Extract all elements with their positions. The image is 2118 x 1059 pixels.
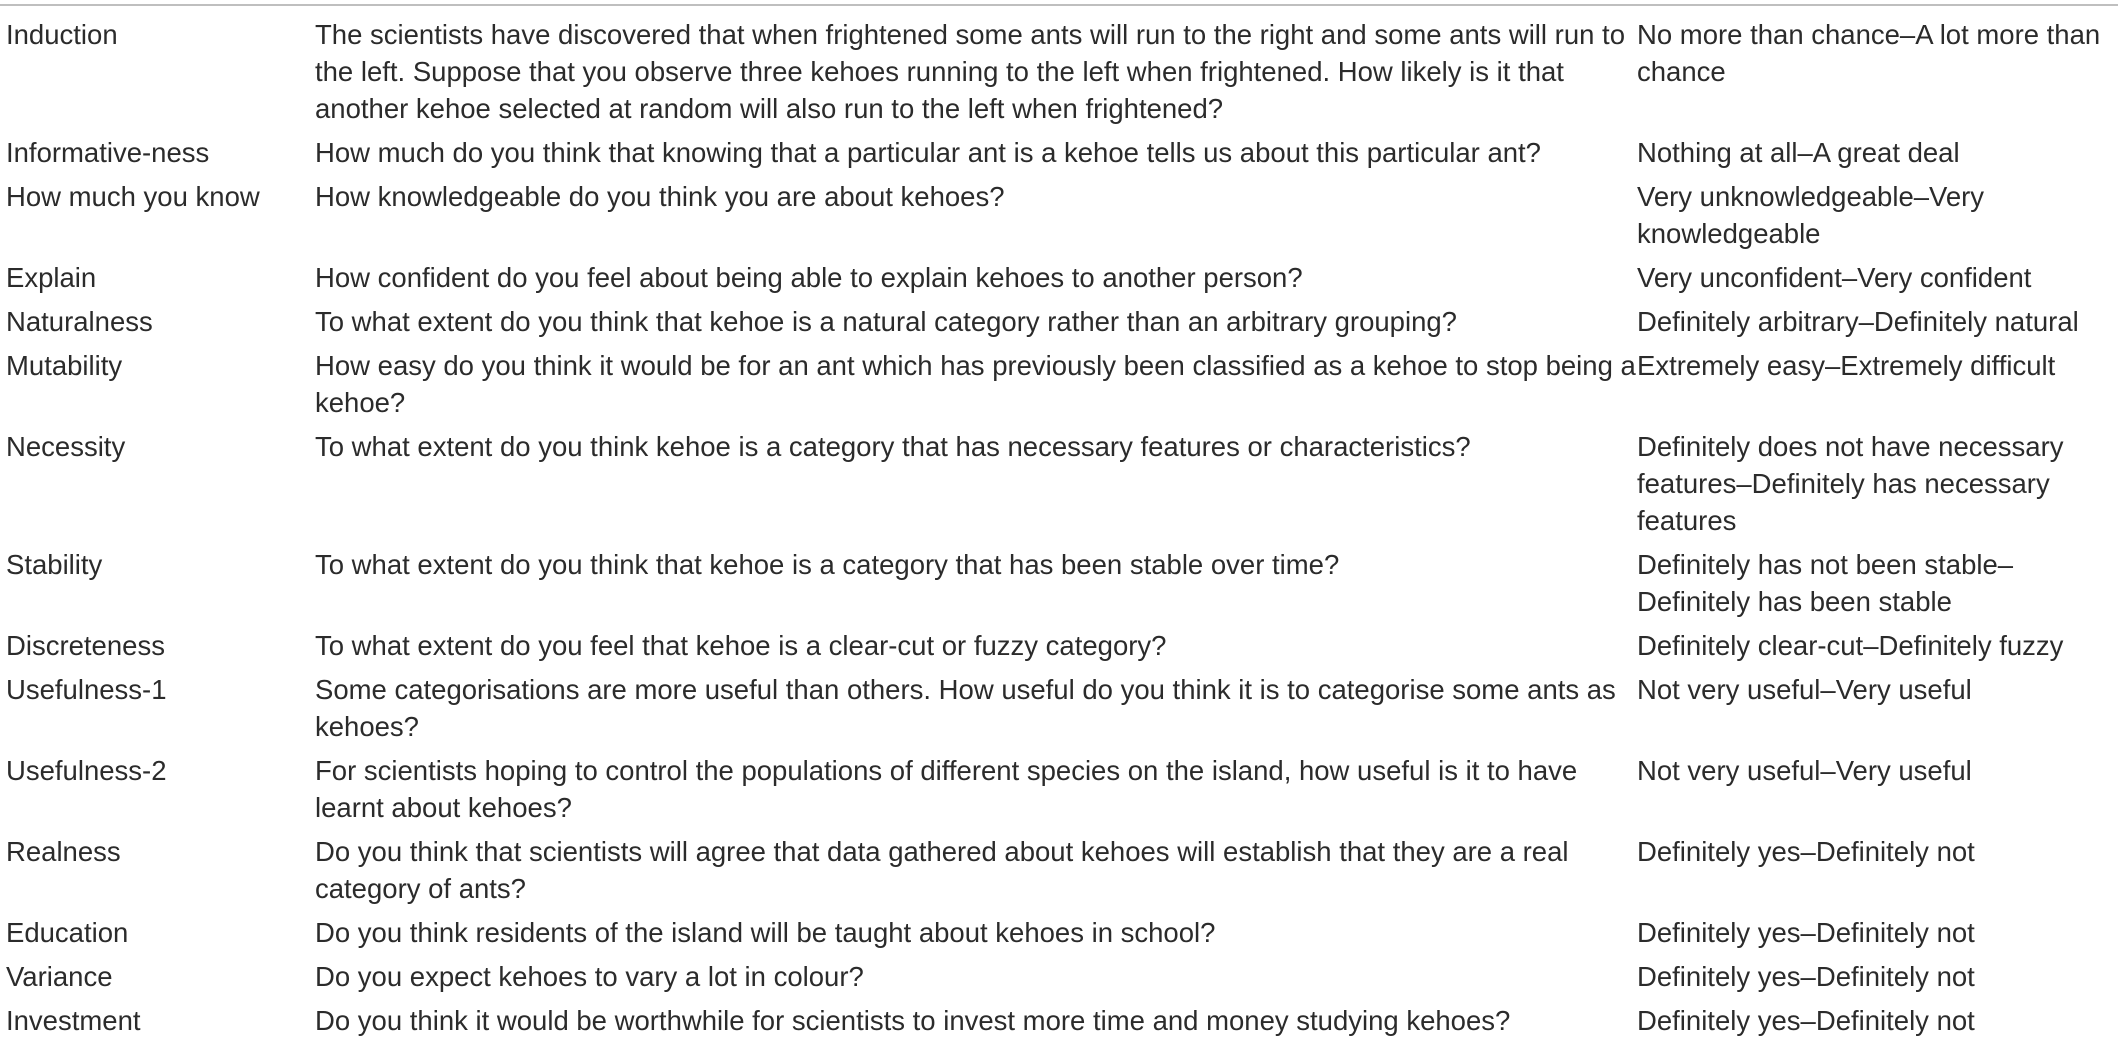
table-row [0,16,2118,134]
measure-name: Variance [6,961,113,992]
table-row [0,914,2118,958]
table-top-rule [0,4,2118,6]
question-text: How knowledgeable do you think you are about kehoes? [315,181,1005,212]
question-text: To what extent do you think that kehoe is a category that has been stable over time? [315,549,1340,580]
scale-anchors: Definitely yes–Definitely not [1637,961,1975,992]
question-text: Do you expect kehoes to vary a lot in colour? [315,961,864,992]
measure-name: Explain [6,262,97,293]
table-row [0,546,2118,627]
scale-anchors: Definitely yes–Definitely not [1637,836,1975,867]
question-text: To what extent do you think kehoe is a category that has necessary features or characteristics? [315,431,1471,462]
question-text: How much do you think that knowing that a particular ant is a kehoe tells us about this particular ant? [315,137,1541,168]
scale-anchors: Definitely yes–Definitely not [1637,1005,1975,1036]
measures-table [0,16,2118,1046]
scale-anchors: Very unconfident–Very confident [1637,262,2032,293]
scale-anchors: Not very useful–Very useful [1637,755,1972,786]
table-row [0,1002,2118,1046]
measure-name: Realness [6,836,121,867]
table-row [0,134,2118,178]
measure-name: How much you know [6,181,260,212]
question-text: Some categorisations are more useful than others. How useful do you think it is to categorise some ants as kehoes? [315,674,1616,742]
scale-anchors: Definitely has not been stable–Definitely has been stable [1637,549,2014,617]
question-text: How confident do you feel about being able to explain kehoes to another person? [315,262,1303,293]
table-row [0,833,2118,914]
measure-name: Necessity [6,431,126,462]
scale-anchors: Definitely clear-cut–Definitely fuzzy [1637,630,2064,661]
table-row [0,259,2118,303]
question-text: Do you think residents of the island will be taught about kehoes in school? [315,917,1216,948]
measure-name: Naturalness [6,306,153,337]
measure-name: Usefulness-2 [6,755,167,786]
question-text: To what extent do you think that kehoe is a natural category rather than an arbitrary grouping? [315,306,1457,337]
scale-anchors: Very unknowledgeable–Very knowledgeable [1637,181,1985,249]
question-text: Do you think that scientists will agree that data gathered about kehoes will establish that they are a real category of ants? [315,836,1569,904]
measure-name: Usefulness-1 [6,674,167,705]
table-row [0,752,2118,833]
measure-name: Investment [6,1005,141,1036]
scale-anchors: Definitely does not have necessary features–Definitely has necessary features [1637,431,2064,536]
table-row [0,671,2118,752]
scale-anchors: No more than chance–A lot more than chance [1637,19,2101,87]
measure-name: Discreteness [6,630,165,661]
scale-anchors: Extremely easy–Extremely difficult [1637,350,2056,381]
measure-name: Informative-ness [6,137,210,168]
scale-anchors: Nothing at all–A great deal [1637,137,1960,168]
measure-name: Mutability [6,350,123,381]
scale-anchors: Not very useful–Very useful [1637,674,1972,705]
measure-name: Stability [6,549,103,580]
scale-anchors: Definitely yes–Definitely not [1637,917,1975,948]
table-row [0,428,2118,546]
measure-name: Induction [6,19,118,50]
table-row [0,958,2118,1002]
scale-anchors: Definitely arbitrary–Definitely natural [1637,306,2079,337]
measure-name: Education [6,917,129,948]
question-text: The scientists have discovered that when frightened some ants will run to the right and some ants will run to the left. Suppose that you observe three kehoes running to the left when frightened. How likely is it that another kehoe selected at random will also run to the left when frightened? [315,19,1625,124]
question-text: How easy do you think it would be for an ant which has previously been classified as a kehoe to stop being a kehoe? [315,350,1636,418]
question-text: For scientists hoping to control the populations of different species on the island, how useful is it to have learnt about kehoes? [315,755,1578,823]
table-row [0,178,2118,259]
table-row [0,347,2118,428]
question-text: Do you think it would be worthwhile for scientists to invest more time and money studying kehoes? [315,1005,1511,1036]
table-row [0,627,2118,671]
question-text: To what extent do you feel that kehoe is a clear-cut or fuzzy category? [315,630,1167,661]
table-row [0,303,2118,347]
